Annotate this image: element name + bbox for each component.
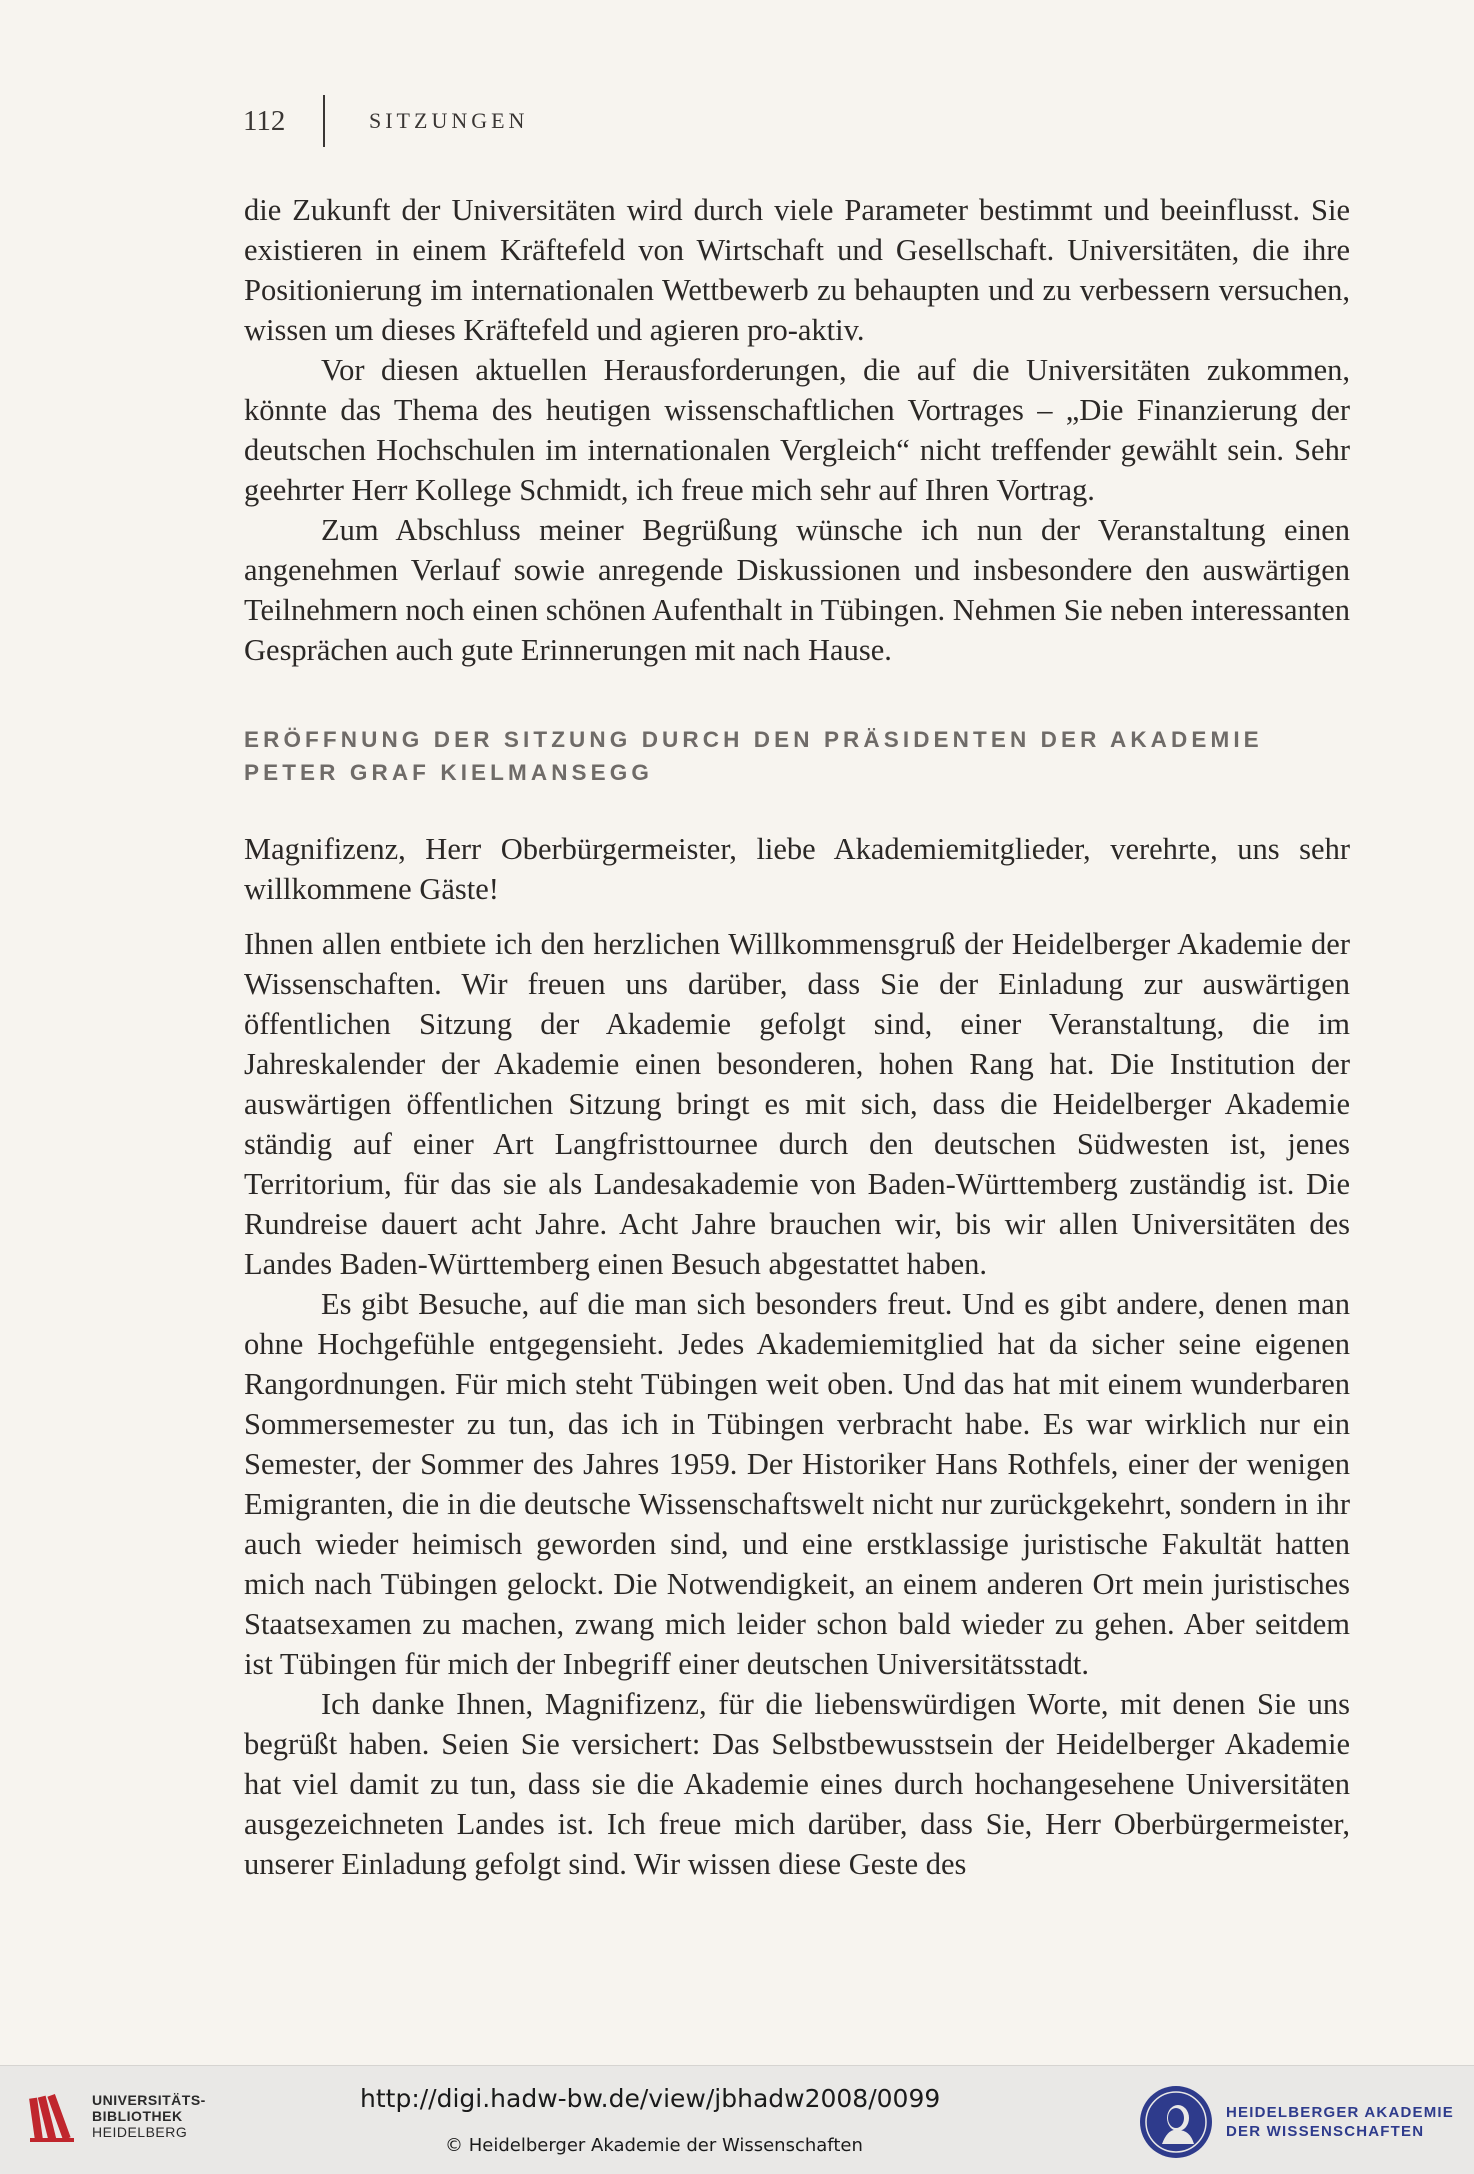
library-logo-text [92, 2092, 206, 2140]
library-logo-line: HEIDELBERG [92, 2124, 188, 2140]
library-logo-line: UNIVERSITÄTS- [92, 2092, 206, 2108]
document-url-link[interactable]: http://digi.hadw-bw.de/view/jbhadw2008/0099 [360, 2084, 941, 2113]
page-number: 112 [243, 104, 286, 137]
academy-logo-line: DER WISSENSCHAFTEN [1226, 2123, 1425, 2140]
copyright-notice: © Heidelberger Akademie der Wissenschaften [445, 2135, 863, 2156]
academy-seal-icon [1138, 2084, 1214, 2160]
paragraph: Vor diesen aktuellen Herausforderungen, die auf die Universitäten zukommen, könnte das Thema des heutigen wissenschaftlichen Vortrages – „Die Finanzierung der deutschen Hochschulen im internationalen Vergleich“ nicht treffender gewählt sein. Sehr geehrter Herr Kollege Schmidt, ich freue mich sehr auf Ihren Vortrag. [244, 353, 1350, 507]
section-heading [244, 723, 1350, 789]
paragraph: Es gibt Besuche, auf die man sich besonders freut. Und es gibt andere, denen man ohne Hochgefühle entgegensieht. Jedes Akademiemitglied hat da sicher seine eigenen Rangordnungen. Für mich steht Tübingen weit oben. Und das hat mit einem wunderbaren Sommersemester zu tun, das ich in Tübingen verbracht habe. Es war wirklich nur ein Semester, der Sommer des Jahres 1959. Der Historiker Hans Rothfels, einer der wenigen Emigranten, die in die deutsche Wissenschaftswelt nicht nur zurückgekehrt, sondern in ihr auch wieder heimisch geworden sind, und eine erstklassige juristische Fakultät hatten mich nach Tübingen gelockt. Die Notwendigkeit, an einem anderen Ort mein juristisches Staatsexamen zu machen, zwang mich leider schon bald wieder zu gehen. Aber seitdem ist Tübingen für mich der Inbegriff einer deutschen Universitätsstadt. [244, 1287, 1350, 1681]
paragraph: Ihnen allen entbiete ich den herzlichen Willkommensgruß der Heidelberger Akademie der Wissenschaften. Wir freuen uns darüber, dass Sie der Einladung zur auswärtigen öffentlichen Sitzung der Akademie gefolgt sind, einer Veranstaltung, die im Jahreskalender der Akademie einen besonderen, hohen Rang hat. Die Institution der auswärtigen öffentlichen Sitzung bringt es mit sich, dass die Heidelberger Akademie ständig auf einer Art Langfristtournee durch den deutschen Südwesten ist, jenes Territorium, für das sie als Landesakademie von Baden-Württemberg zuständig ist. Die Rundreise dauert acht Jahre. Acht Jahre brauchen wir, bis wir allen Universitäten des Landes Baden-Württemberg einen Besuch abgestattet haben. [244, 927, 1350, 1281]
running-head [243, 95, 528, 147]
salutation: Magnifizenz, Herr Oberbürgermeister, liebe Akademiemitglieder, verehrte, uns sehr willkommene Gäste! [244, 832, 1350, 906]
section-heading-subline: PETER GRAF KIELMANSEGG [244, 760, 653, 785]
paragraph: Ich danke Ihnen, Magnifizenz, für die liebenswürdigen Worte, mit denen Sie uns begrüßt haben. Seien Sie versichert: Das Selbstbewusstsein der Heidelberger Akademie hat viel damit zu tun, dass sie die Akademie eines durch hochangesehene Universitäten ausgezeichneten Landes ist. Ich freue mich darüber, dass Sie, Herr Oberbürgermeister, unserer Einladung gefolgt sind. Wir wissen diese Geste des [244, 1687, 1350, 1881]
paragraph: Zum Abschluss meiner Begrüßung wünsche ich nun der Veranstaltung einen angenehmen Verlauf sowie anregende Diskussionen und insbesondere den auswärtigen Teilnehmern noch einen schönen Aufenthalt in Tübingen. Nehmen Sie neben interessanten Gesprächen auch gute Erinnerungen mit nach Hause. [244, 513, 1350, 667]
library-books-icon [28, 2088, 78, 2144]
paragraph: die Zukunft der Universitäten wird durch viele Parameter bestimmt und beeinflusst. Sie existieren in einem Kräftefeld von Wirtschaft und Gesellschaft. Universitäten, die ihre Positionierung im internationalen Wettbewerb zu behaupten und zu verbessern versuchen, wissen um dieses Kräftefeld und agieren pro-aktiv. [244, 193, 1350, 347]
academy-logo[interactable] [1138, 2084, 1454, 2160]
body-text [244, 190, 1350, 1884]
section-heading-line: ERÖFFNUNG DER SITZUNG DURCH DEN PRÄSIDENTEN DER AKADEMIE [244, 727, 1263, 752]
running-head-section: SITZUNGEN [369, 108, 529, 133]
university-library-logo[interactable] [28, 2088, 206, 2144]
viewer-footer [0, 2065, 1474, 2174]
running-head-divider [323, 95, 325, 147]
academy-logo-line: HEIDELBERGER AKADEMIE [1226, 2104, 1454, 2121]
library-logo-line: BIBLIOTHEK [92, 2108, 183, 2124]
academy-logo-text [1226, 2103, 1454, 2141]
